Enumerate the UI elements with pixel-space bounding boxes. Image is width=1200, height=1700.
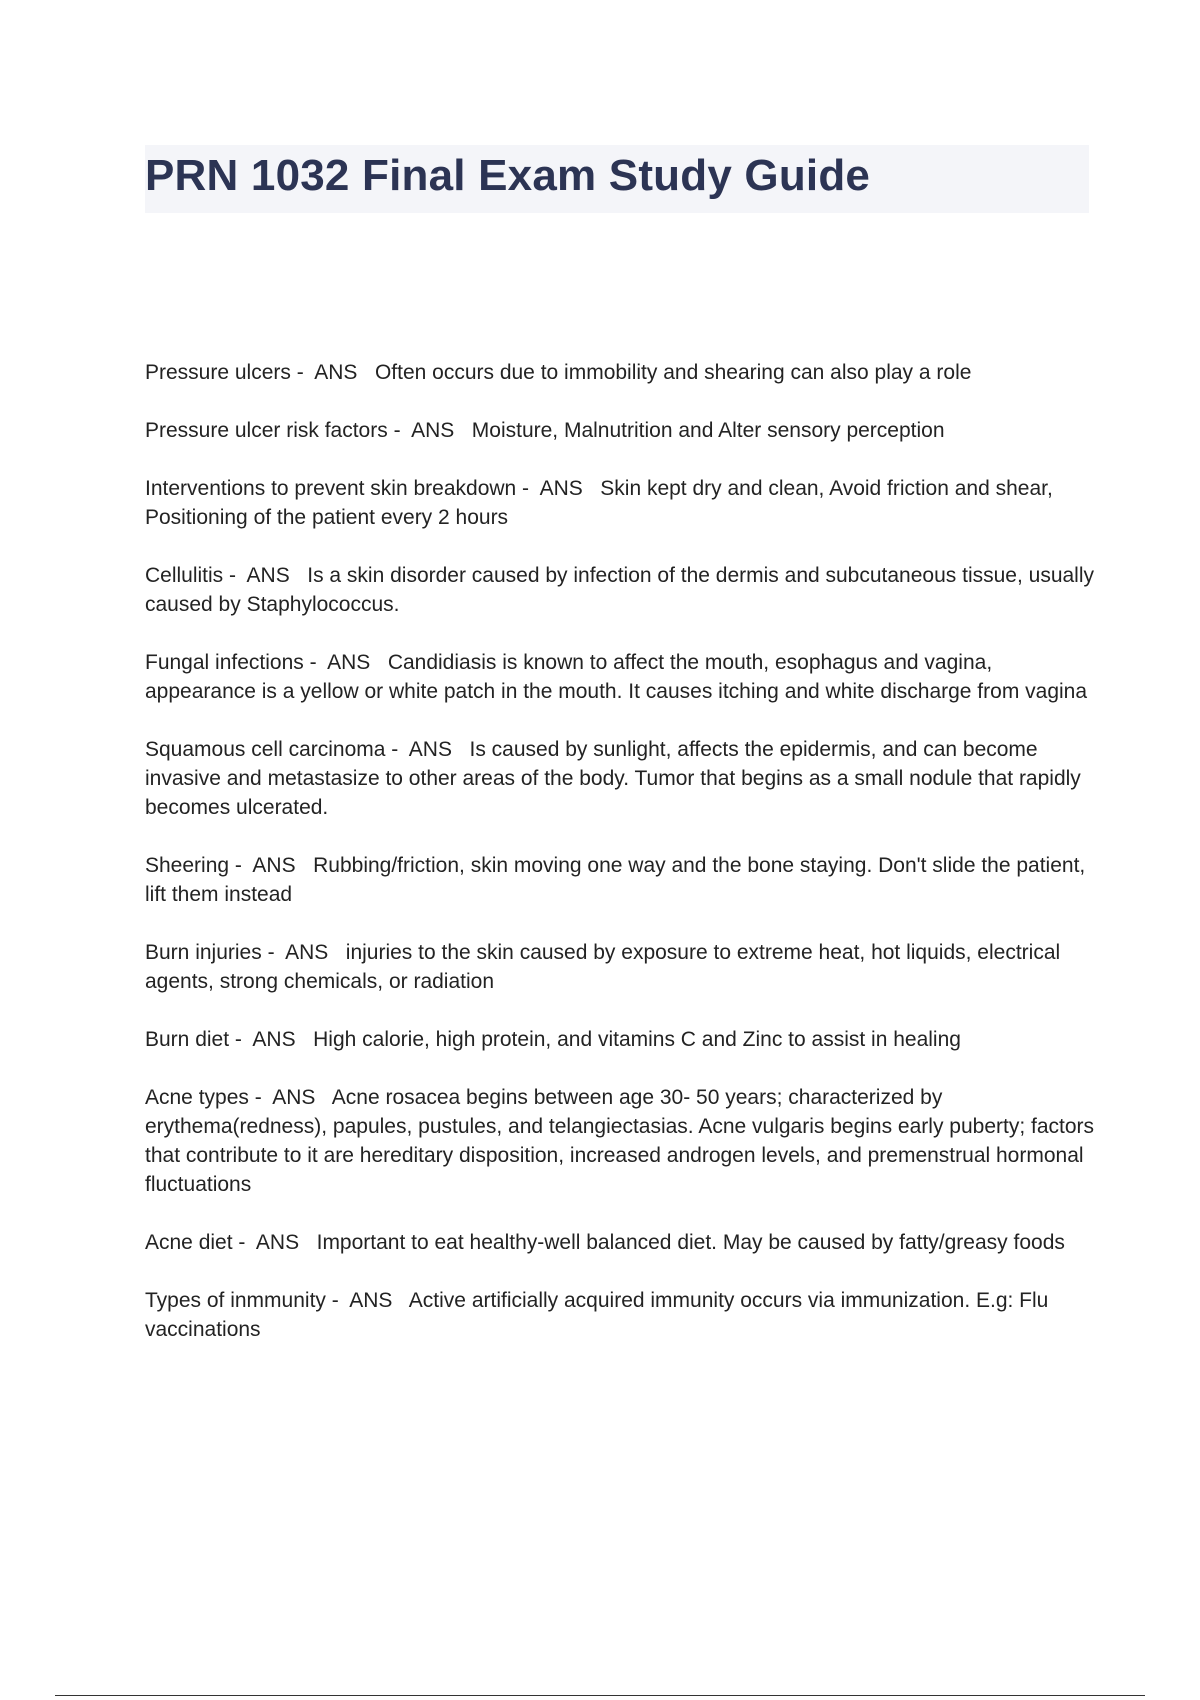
entry-term: Fungal infections — [145, 651, 304, 674]
entry-answer: Is a skin disorder caused by infection of the dermis and subcutaneous tissue, usually caused by Staphylococcus. — [145, 564, 1095, 616]
answer-marker: ANS — [408, 738, 452, 761]
answer-marker: ANS — [252, 1028, 296, 1051]
entry-term: Burn diet — [145, 1028, 230, 1051]
entry-answer: Moisture, Malnutrition and Alter sensory perception — [471, 419, 945, 442]
entry-term: Pressure ulcers — [145, 361, 291, 384]
entry: Sheering - ANS Rubbing/friction, skin moving one way and the bone staying. Don't slide the patient, lift them instead — [145, 854, 1086, 906]
entry-term: Acne diet — [145, 1231, 233, 1254]
answer-marker: ANS — [246, 564, 290, 587]
entry-answer: Often occurs due to immobility and shearing can also play a role — [374, 361, 972, 384]
answer-marker: ANS — [272, 1086, 316, 1109]
entry: Interventions to prevent skin breakdown - ANS Skin kept dry and clean, Avoid friction and shear, Positioning of the patient every 2 hours — [145, 477, 1053, 529]
answer-marker: ANS — [252, 854, 296, 877]
entry-answer: Candidiasis is known to affect the mouth, esophagus and vagina, appearance is a yellow or white patch in the mouth. It causes itching and white discharge from vagina — [145, 651, 1088, 703]
entry: Fungal infections - ANS Candidiasis is known to affect the mouth, esophagus and vagina, appearance is a yellow or white patch in the mouth. It causes itching and white discharge from vagina — [145, 651, 1088, 703]
entry: Acne diet - ANS Important to eat healthy-well balanced diet. May be caused by fatty/greasy foods — [145, 1231, 1065, 1254]
entry-answer: High calorie, high protein, and vitamins C and Zinc to assist in healing — [313, 1028, 961, 1051]
entry: Pressure ulcers - ANS Often occurs due to immobility and shearing can also play a role — [145, 361, 972, 384]
entry-term: Burn injuries — [145, 941, 262, 964]
entry-answer: Skin kept dry and clean, Avoid friction and shear, Positioning of the patient every 2 hours — [145, 477, 1053, 529]
answer-marker: ANS — [285, 941, 329, 964]
answer-marker: ANS — [539, 477, 583, 500]
answer-marker: ANS — [255, 1231, 300, 1254]
entry-answer: Is caused by sunlight, affects the epidermis, and can become invasive and metastasize to other areas of the body. Tumor that begins as a small nodule that rapidly becomes ulcerated. — [145, 738, 1081, 819]
entry: Cellulitis - ANS Is a skin disorder caused by infection of the dermis and subcutaneous tissue, usually caused by Staphylococcus. — [145, 564, 1095, 616]
answer-marker: ANS — [327, 651, 371, 674]
answer-marker: ANS — [314, 361, 358, 384]
entry: Types of inmmunity - ANS Active artificially acquired immunity occurs via immunization. E.g: Flu vaccinations — [145, 1289, 1049, 1341]
entry: Burn injuries - ANS injuries to the skin caused by exposure to extreme heat, hot liquids, electrical agents, strong chemicals, or radiation — [145, 941, 1061, 993]
page-title: PRN 1032 Final Exam Study Guide — [145, 151, 871, 200]
entry-term: Acne types — [145, 1086, 249, 1109]
answer-marker: ANS — [411, 419, 455, 442]
page-bottom-divider — [55, 1695, 1145, 1696]
entry: Squamous cell carcinoma - ANS Is caused by sunlight, affects the epidermis, and can become invasive and metastasize to other areas of the body. Tumor that begins as a small nodule that rapidly becomes ulcerated. — [145, 738, 1081, 819]
entry-answer: Acne rosacea begins between age 30- 50 years; characterized by erythema(redness), papules, pustules, and telangiectasias. Acne vulgaris begins early puberty; factors that contribute to it are hereditary disposition, increased androgen levels, and premenstrual hormonal fluctuations — [145, 1086, 1095, 1196]
entry-answer: Rubbing/friction, skin moving one way and the bone staying. Don't slide the patient, lift them instead — [145, 854, 1086, 906]
entry-term: Squamous cell carcinoma — [145, 738, 386, 761]
entry-term: Types of inmmunity — [145, 1289, 326, 1312]
entry: Acne types - ANS Acne rosacea begins between age 30- 50 years; characterized by erythema(redness), papules, pustules, and telangiectasias. Acne vulgaris begins early puberty; factors that contribute to it are hereditary disposition, increased androgen levels, and premenstrual hormonal fluctuations — [145, 1086, 1095, 1196]
entry-term: Sheering — [145, 854, 230, 877]
entry-term: Interventions to prevent skin breakdown — [145, 477, 517, 500]
title-banner — [145, 145, 1089, 213]
study-guide-entries — [145, 358, 1095, 1373]
entry-answer: Important to eat healthy-well balanced diet. May be caused by fatty/greasy foods — [316, 1231, 1065, 1254]
answer-marker: ANS — [349, 1289, 393, 1312]
entry-answer: Active artificially acquired immunity occurs via immunization. E.g: Flu vaccinations — [145, 1289, 1049, 1341]
entry-term: Cellulitis — [145, 564, 224, 587]
entry-answer: injuries to the skin caused by exposure to extreme heat, hot liquids, electrical agents, strong chemicals, or radiation — [145, 941, 1061, 993]
entry: Pressure ulcer risk factors - ANS Moisture, Malnutrition and Alter sensory perception — [145, 419, 945, 442]
entry-term: Pressure ulcer risk factors — [145, 419, 388, 442]
entry: Burn diet - ANS High calorie, high protein, and vitamins C and Zinc to assist in healing — [145, 1028, 961, 1051]
